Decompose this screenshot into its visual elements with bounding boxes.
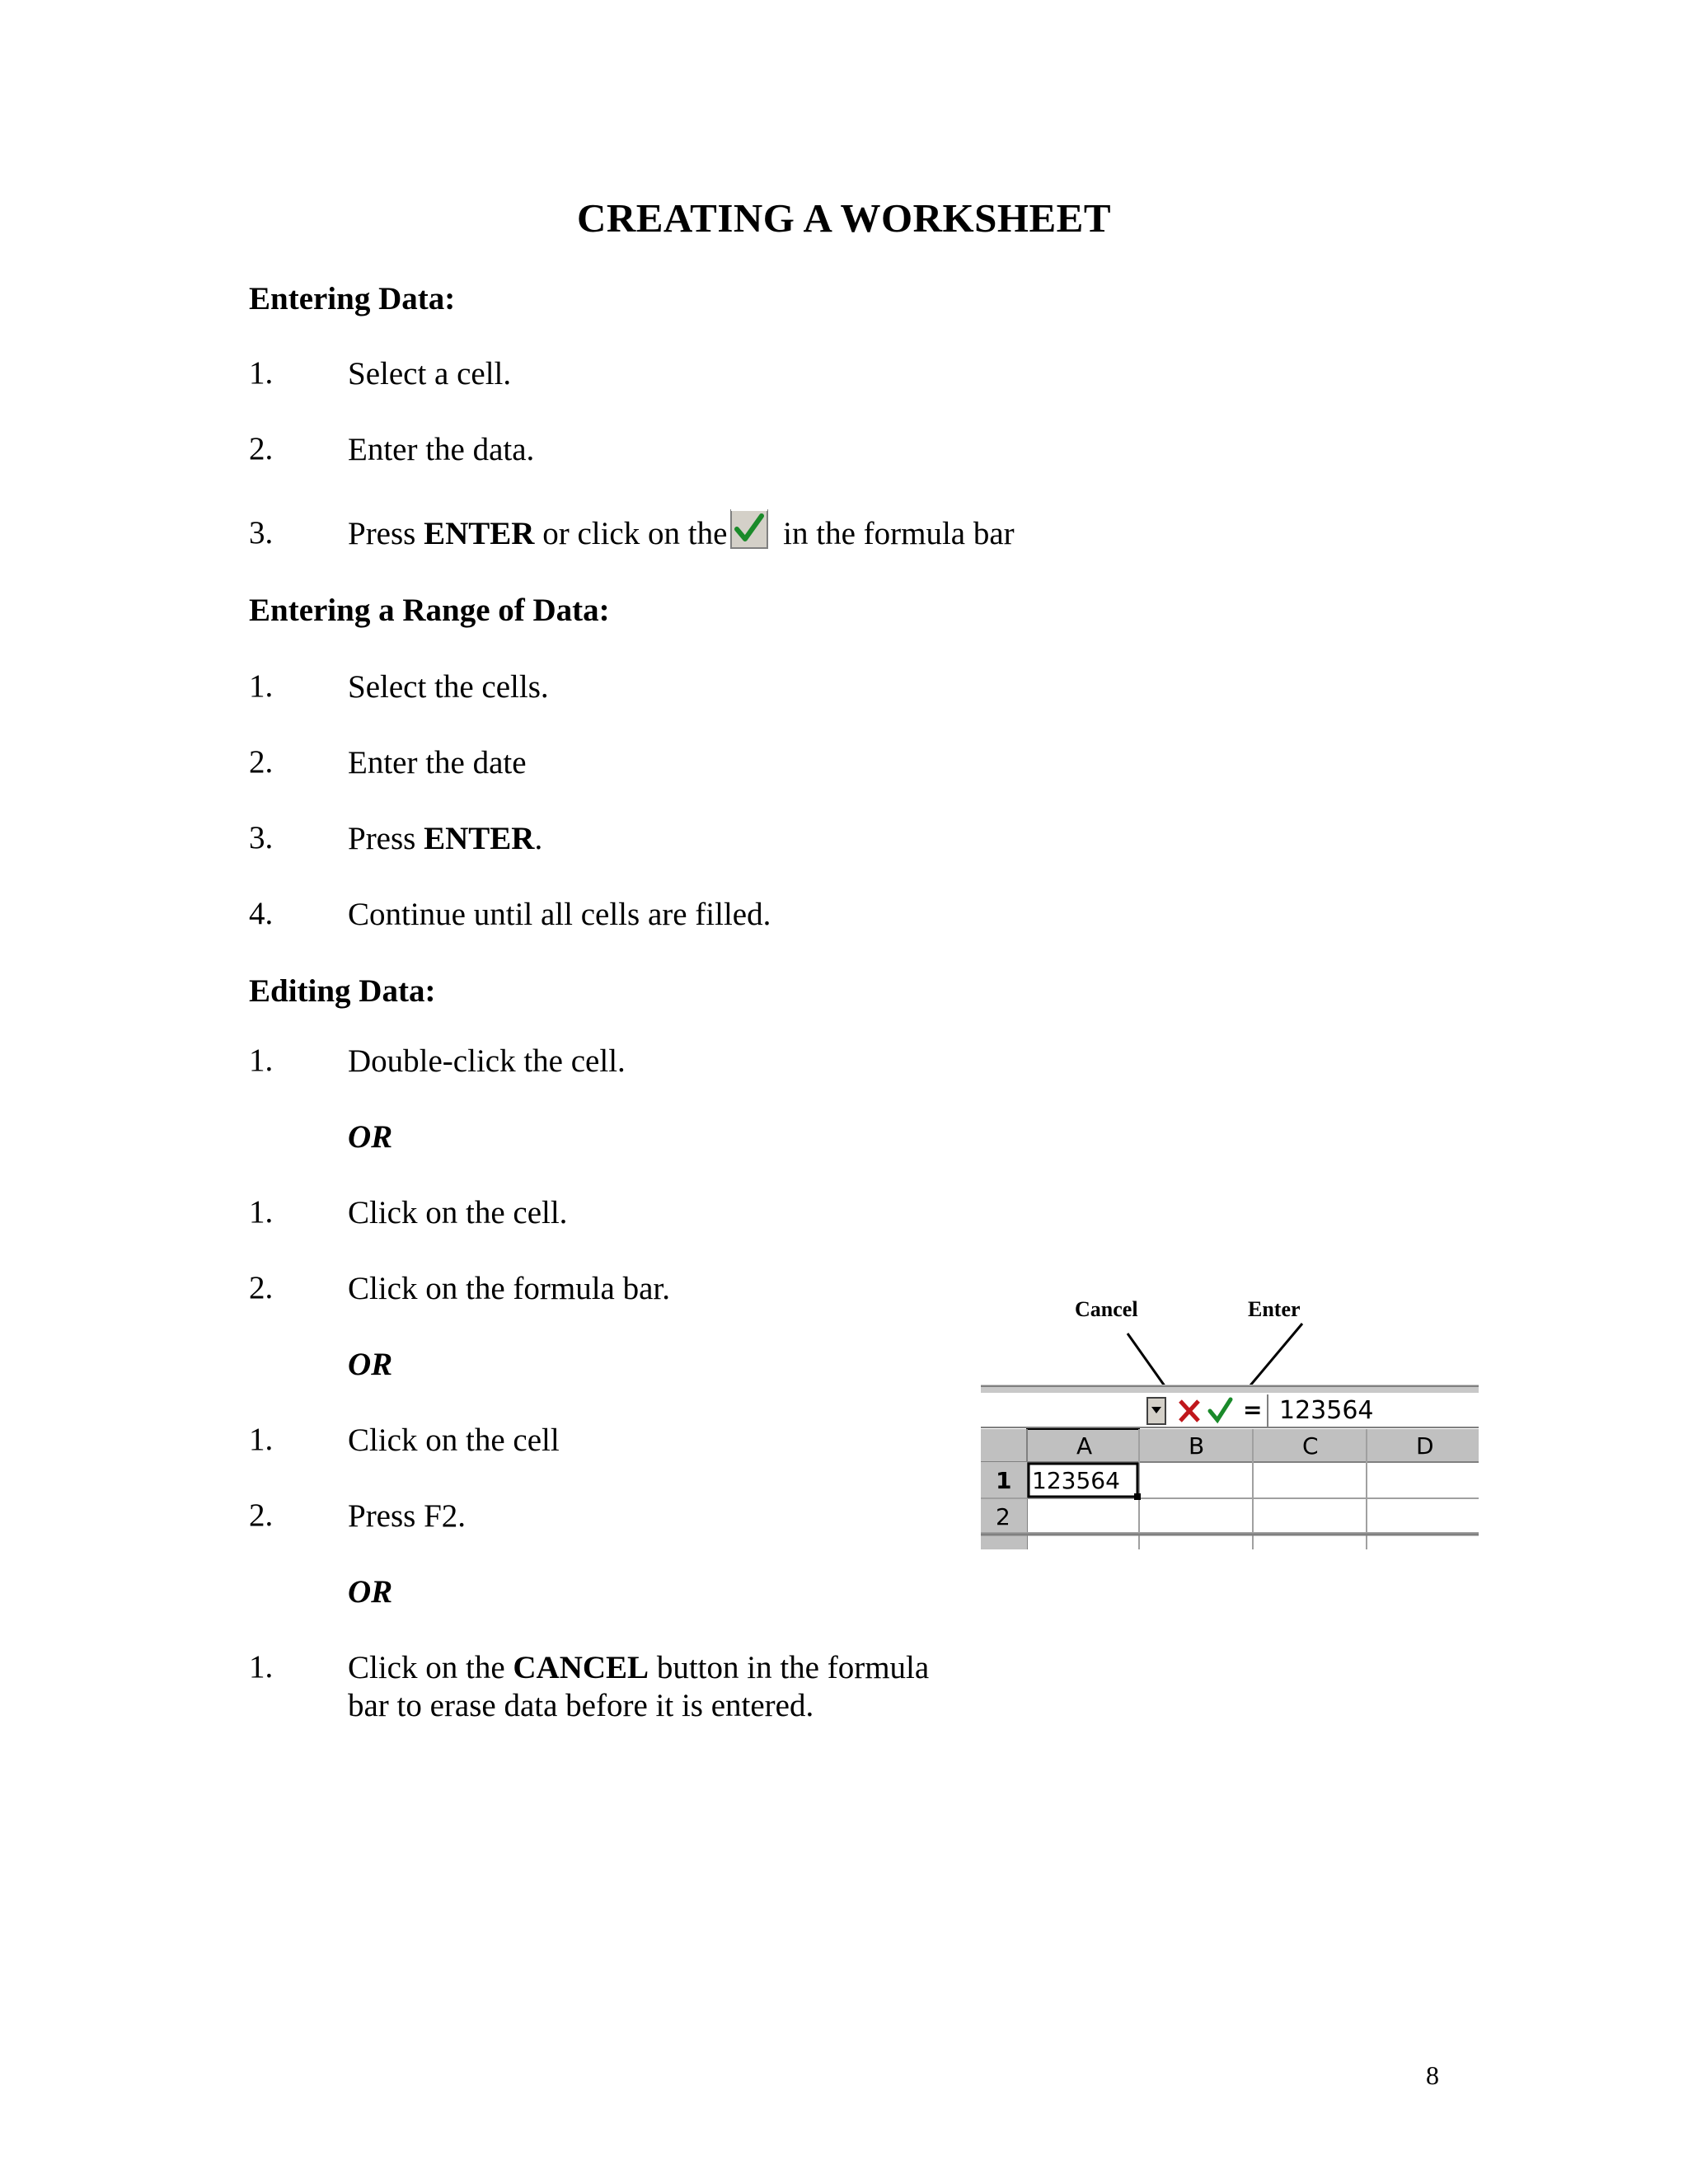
column-header-c[interactable]: C — [1302, 1432, 1319, 1460]
bold-keyword: CANCEL — [513, 1650, 649, 1685]
step-text: Enter the date — [348, 745, 527, 780]
section-heading-entering-data: Entering Data: — [249, 281, 456, 316]
equals-sign: = — [1243, 1396, 1263, 1423]
step-number: 2. — [249, 431, 274, 466]
cell-a1-value[interactable]: 123564 — [1032, 1467, 1120, 1494]
step-text-cancel — [348, 1648, 929, 1688]
step-text: Continue until all cells are filled. — [348, 897, 771, 932]
step-text: Select the cells. — [348, 669, 549, 705]
text-fragment: . — [534, 821, 543, 856]
step-number: 3. — [249, 515, 274, 551]
step-number: 4. — [249, 896, 274, 931]
text-fragment: Press — [348, 516, 424, 551]
row-header-2[interactable]: 2 — [996, 1503, 1010, 1530]
step-text: Double-click the cell. — [348, 1043, 626, 1079]
bold-keyword: ENTER — [424, 821, 535, 856]
step-number: 1. — [249, 1194, 274, 1230]
step-number: 1. — [249, 1422, 274, 1457]
section-heading-range: Entering a Range of Data: — [249, 593, 610, 628]
page-title: CREATING A WORKSHEET — [576, 195, 1112, 241]
or-separator: OR — [348, 1574, 393, 1610]
step-text: Click on the cell — [348, 1422, 560, 1458]
enter-check-icon — [730, 509, 768, 549]
step-text: Click on the formula bar. — [348, 1271, 670, 1306]
step-number: 3. — [249, 820, 274, 855]
step-text: Select a cell. — [348, 356, 512, 391]
section-heading-editing: Editing Data: — [249, 973, 436, 1009]
step-number: 2. — [249, 744, 274, 780]
column-header-d[interactable]: D — [1416, 1432, 1434, 1460]
excel-screenshot — [981, 1385, 1479, 1549]
step-number: 2. — [249, 1497, 274, 1533]
step-number: 2. — [249, 1270, 274, 1305]
text-fragment: Click on the — [348, 1650, 513, 1685]
or-separator: OR — [348, 1119, 393, 1155]
step-text-cancel-line2: bar to erase data before it is entered. — [348, 1688, 814, 1723]
column-header-b[interactable]: B — [1189, 1432, 1205, 1460]
step-text: Click on the cell. — [348, 1195, 568, 1230]
formula-bar-value[interactable]: 123564 — [1279, 1396, 1374, 1425]
cancel-label: Cancel — [1075, 1297, 1138, 1321]
column-header-a[interactable]: A — [1076, 1432, 1093, 1460]
step-text — [348, 819, 542, 859]
step-number: 1. — [249, 668, 274, 704]
step-text: Press F2. — [348, 1498, 467, 1534]
step-number: 1. — [249, 1649, 274, 1685]
step-number: 1. — [249, 1043, 274, 1078]
row-header-1[interactable]: 1 — [996, 1467, 1012, 1494]
enter-label: Enter — [1248, 1297, 1301, 1321]
step-text-enter-or-check — [348, 509, 1015, 554]
step-text: Enter the data. — [348, 432, 535, 467]
text-fragment: Press — [348, 821, 424, 856]
step-number: 1. — [249, 355, 274, 391]
text-fragment: or click on the — [534, 516, 728, 551]
page-number: 8 — [1426, 2060, 1439, 2090]
or-separator: OR — [348, 1347, 393, 1382]
bold-keyword: ENTER — [424, 516, 535, 551]
text-fragment: in the formula bar — [775, 516, 1015, 551]
text-fragment: button in the formula — [649, 1650, 930, 1685]
